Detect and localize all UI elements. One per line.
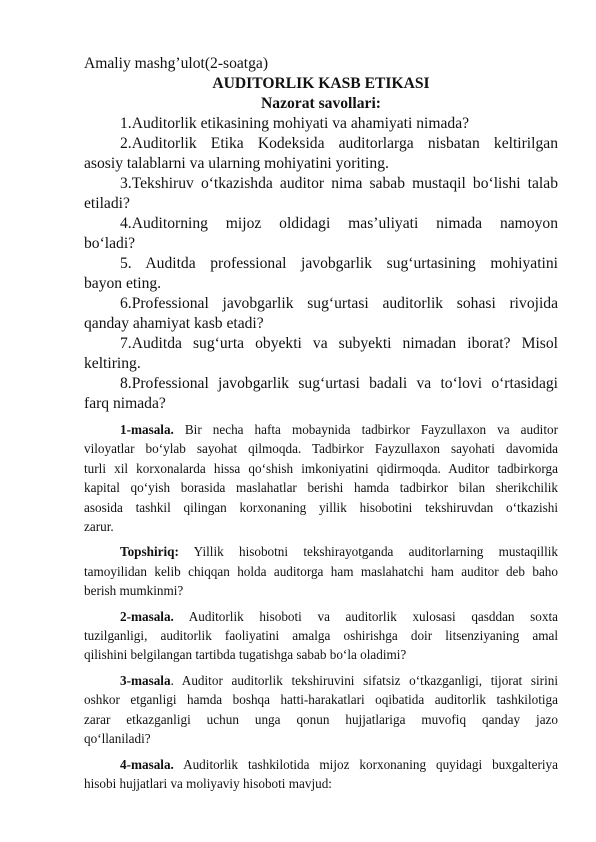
question-3-line-2: etiladi? (84, 195, 130, 212)
question-3-line-1: 3.Tekshiruv o‘tkazishda auditor nima sabab mustaqil bo‘lishi talab (120, 175, 558, 192)
question-7-line-1: 7.Auditda sug‘urta obyekti va subyekti nimadan iborat? Misol (120, 335, 558, 352)
topshiriq-text: Yillik hisobotni tekshirayotganda auditorlarning mustaqillik (178, 544, 558, 560)
document-title: AUDITORLIK KASB ETIKASI (212, 75, 430, 92)
topshiriq-line-2: tamoyilidan kelib chiqqan holda auditorga ham maslahatchi ham auditor deb baho (84, 563, 558, 579)
task-2-paragraph (84, 607, 558, 665)
task-1-line-1 (84, 420, 558, 439)
task-4-text: Auditorlik tashkilotida mijoz korxonaning quyidagi buxgalteriya (173, 756, 558, 772)
question-1: 1.Auditorlik etikasining mohiyati va ahamiyati nimada? (120, 115, 470, 132)
task-3-paragraph (84, 671, 558, 749)
topshiriq-line-3: berish mumkinmi? (84, 583, 184, 599)
task-2-line-1 (84, 607, 558, 626)
questions-heading: Nazorat savollari: (261, 95, 381, 112)
task-1-text: Bir necha hafta mobaynida tadbirkor Fayzullaxon va auditor (173, 422, 558, 437)
task-2-line-3: qilishini belgilangan tartibda tugatishga sabab bo‘la oladimi? (84, 647, 407, 663)
task-3-line-1 (84, 671, 558, 690)
question-5-line-1: 5. Auditda professional javobgarlik sug‘urtasining mohiyatini (120, 255, 558, 272)
question-7-line-2: keltiring. (84, 355, 141, 372)
task-3-line-2: oshkor etganligi hamda boshqa hatti-harakatlari oqibatida auditorlik tashkilotiga (84, 692, 558, 708)
task-3-text: . Auditor auditorlik tekshiruvini sifatsiz o‘tkazganligi, tijorat sirini (170, 672, 558, 688)
task-4-paragraph (84, 755, 558, 794)
topshiriq-line-1 (84, 542, 558, 561)
task-4-label: 4-masala. (120, 756, 174, 772)
lesson-heading: Amaliy mashg’ulot(2-soatga) (84, 55, 269, 72)
task-3-line-4: qo‘llaniladi? (84, 731, 151, 747)
task-1-line-5: asosida tashkil qilingan korxonaning yillik hisobotini tekshiruvdan o‘tkazishi (84, 499, 558, 515)
task-4-line-1 (84, 755, 558, 774)
question-6-line-2: qanday ahamiyat kasb etadi? (84, 315, 264, 332)
task-1-paragraph (84, 420, 558, 536)
task-2-line-2: tuzilganligi, auditorlik faoliyatini amalga oshirishga doir litsenziyaning amal (84, 628, 558, 644)
task-1-line-4: kapital qo‘yish borasida maslahatlar berishi hamda tadbirkor bilan sherikchilik (84, 480, 558, 496)
question-2-line-1: 2.Auditorlik Etika Kodeksida auditorlarga nisbatan keltirilgan (120, 135, 558, 152)
document-page (84, 54, 558, 793)
question-8-line-2: farq nimada? (84, 395, 166, 412)
task-1-line-6: zarur. (84, 519, 114, 535)
question-8-line-1: 8.Professional javobgarlik sug‘urtasi badali va to‘lovi o‘rtasidagi (120, 375, 558, 392)
task-3-label: 3-masala (120, 672, 171, 688)
task-4-line-2: hisobi hujjatlari va moliyaviy hisoboti mavjud: (84, 775, 332, 791)
task-1-line-3: turli xil korxonalarda hissa qo‘shish imkoniyatini qidirmoqda. Auditor tadbirkorga (84, 460, 558, 476)
question-2-line-2: asosiy talablarni va ularning mohiyatini yoriting. (84, 155, 389, 172)
task-1-label: 1-masala. (120, 422, 174, 437)
question-5-line-2: bayon eting. (84, 275, 162, 292)
question-4-line-2: bo‘ladi? (84, 235, 136, 252)
question-6-line-1: 6.Professional javobgarlik sug‘urtasi auditorlik sohasi rivojida (120, 295, 558, 312)
question-4-line-1: 4.Auditorning mijoz oldidagi mas’uliyati nimada namoyon (120, 215, 558, 232)
task-2-text: Auditorlik hisoboti va auditorlik xulosasi qasddan soxta (173, 608, 558, 624)
task-3-line-3: zarar etkazganligi uchun unga qonun hujjatlariga muvofiq qanday jazo (84, 711, 558, 727)
task-2-label: 2-masala. (120, 608, 174, 624)
topshiriq-label: Topshiriq: (120, 544, 179, 560)
task-1-line-2: viloyatlar bo‘ylab sayohat qilmoqda. Tadbirkor Fayzullaxon sayohati davomida (84, 441, 558, 457)
topshiriq-paragraph (84, 542, 558, 600)
